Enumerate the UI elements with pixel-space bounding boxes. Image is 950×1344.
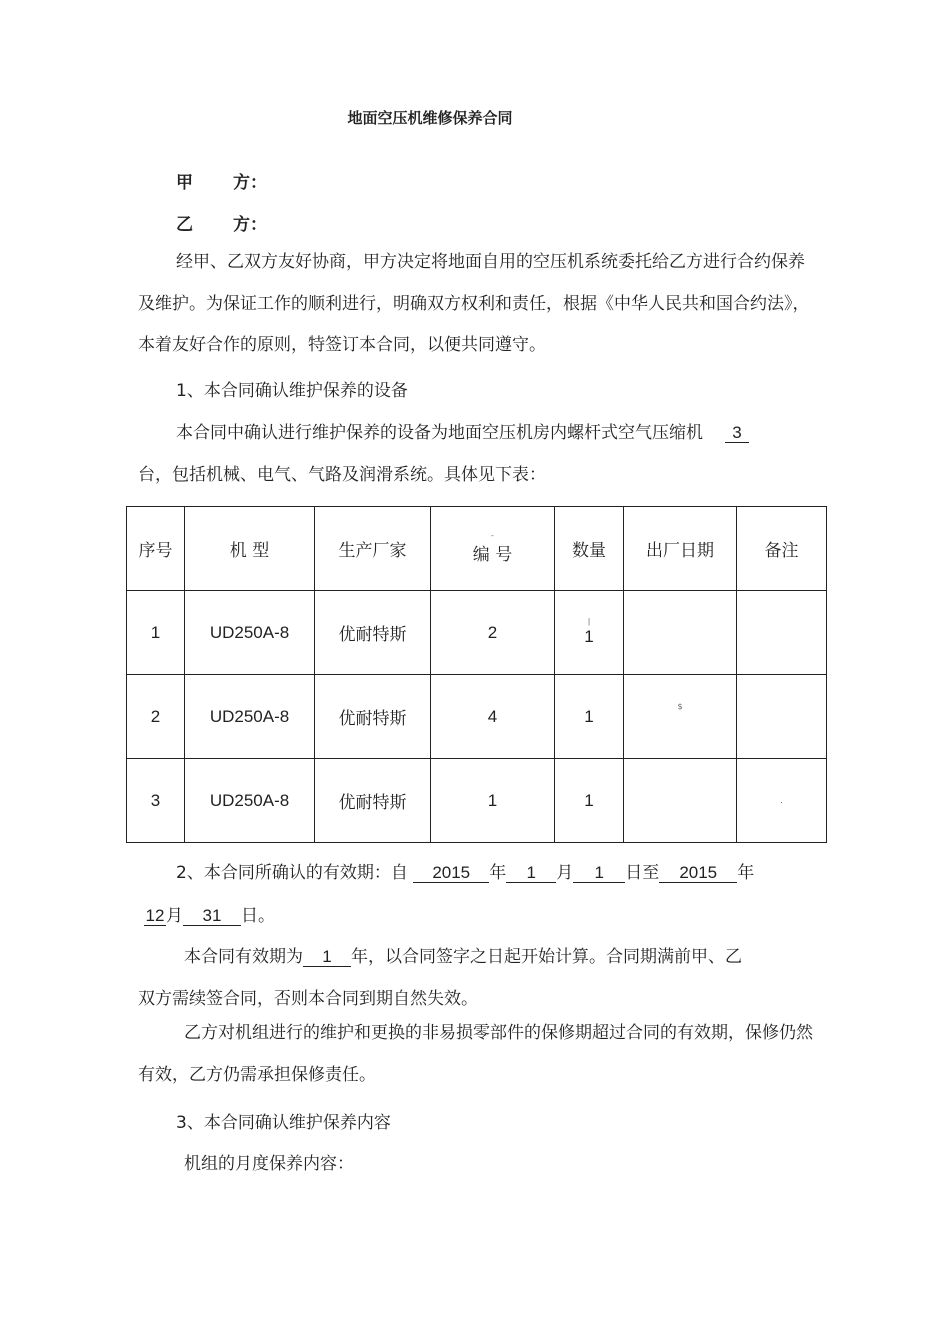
party-b-label: 乙 [176, 215, 193, 235]
header-model: 机 型 [185, 507, 315, 591]
party-b-colon: 方： [233, 215, 267, 235]
table-row [127, 759, 827, 843]
cell-seq: 2 [127, 675, 185, 759]
table-row [127, 591, 827, 675]
cell-maker: 优耐特斯 [315, 759, 431, 843]
cell-notes [737, 591, 827, 675]
cell-date [624, 759, 737, 843]
start-year: 2015 [413, 864, 489, 883]
term-suffix-1: 年，以合同签字之日起开始计算。合同期满前甲、乙 [351, 947, 742, 967]
term-line1 [184, 942, 742, 967]
section1-text-line1 [176, 418, 749, 443]
end-day-label: 日。 [241, 906, 275, 926]
party-b [176, 210, 267, 235]
validity-line1 [176, 858, 754, 883]
term-prefix: 本合同有效期为 [184, 947, 303, 967]
month-label: 月 [556, 863, 574, 883]
header-qty: 数量 [555, 507, 624, 591]
end-year: 2015 [659, 864, 737, 883]
table-row [127, 675, 827, 759]
warranty-paragraph: 乙方对机组进行的维护和更换的非易损零部件的保修期超过合同的有效期，保修仍然有效，乙方仍需承担保修责任。 [138, 1023, 813, 1085]
cell-maker: 优耐特斯 [315, 675, 431, 759]
header-notes: 备注 [737, 507, 827, 591]
equipment-count: 3 [725, 424, 749, 443]
header-date: 出厂日期 [624, 507, 737, 591]
cell-notes: . [737, 759, 827, 843]
term-line2: 双方需续签合同，否则本合同到期自然失效。 [138, 989, 478, 1009]
cell-maker: 优耐特斯 [315, 591, 431, 675]
cell-date: $ [624, 675, 737, 759]
year-label: 年 [489, 863, 507, 883]
start-day: 1 [573, 864, 625, 883]
cell-model: UD250A-8 [185, 675, 315, 759]
section1-heading: 1、本合同确认维护保养的设备 [176, 381, 408, 401]
cell-seq: 1 [127, 591, 185, 675]
cell-model: UD250A-8 [185, 591, 315, 675]
end-month-label: 月 [166, 906, 183, 926]
cell-qty-value: 1 [584, 626, 594, 646]
end-year-label: 年 [737, 863, 755, 883]
cell-qty: 1 [555, 675, 624, 759]
party-a-label: 甲 [176, 173, 193, 193]
cell-serial: 4 [431, 675, 555, 759]
end-month: 12 [145, 906, 165, 925]
table-header-row [127, 507, 827, 591]
end-day: 31 [183, 907, 241, 926]
intro-paragraph: 经甲、乙双方友好协商，甲方决定将地面自用的空压机系统委托给乙方进行合约保养及维护。为保证工作的顺利进行，明确双方权利和责任，根据《中华人民共和国合约法》，本着友好合作的原则，特签订本合同，以便共同遵守。 [138, 252, 810, 355]
cell-qty: 1 [555, 759, 624, 843]
cell-notes [737, 675, 827, 759]
monthly-maintenance-heading: 机组的月度保养内容： [184, 1154, 354, 1174]
validity-line2 [144, 901, 275, 926]
cell-seq: 3 [127, 759, 185, 843]
header-maker: 生产厂家 [315, 507, 431, 591]
cell-serial: 2 [431, 591, 555, 675]
section3-heading: 3、本合同确认维护保养内容 [176, 1113, 391, 1133]
section1-text: 本合同中确认进行维护保养的设备为地面空压机房内螺杆式空气压缩机 [176, 423, 703, 443]
validity-prefix: 2、本合同所确认的有效期：自 [176, 863, 408, 883]
section1-text-line2: 台，包括机械、电气、气路及润滑系统。具体见下表： [138, 465, 546, 485]
cell-date [624, 591, 737, 675]
start-month: 1 [506, 864, 556, 883]
header-serial: - 编 号 [431, 507, 555, 591]
term-years: 1 [303, 948, 351, 967]
document-title: 地面空压机维修保养合同 [347, 109, 513, 127]
header-serial-label: 编 号 [472, 545, 513, 565]
equipment-table [126, 506, 827, 843]
party-a-colon: 方： [233, 173, 267, 193]
cell-model: UD250A-8 [185, 759, 315, 843]
header-seq: 序号 [127, 507, 185, 591]
cell-qty: | 1 [555, 591, 624, 675]
party-a [176, 168, 267, 193]
cell-serial: 1 [431, 759, 555, 843]
to-label: 日至 [625, 863, 660, 883]
